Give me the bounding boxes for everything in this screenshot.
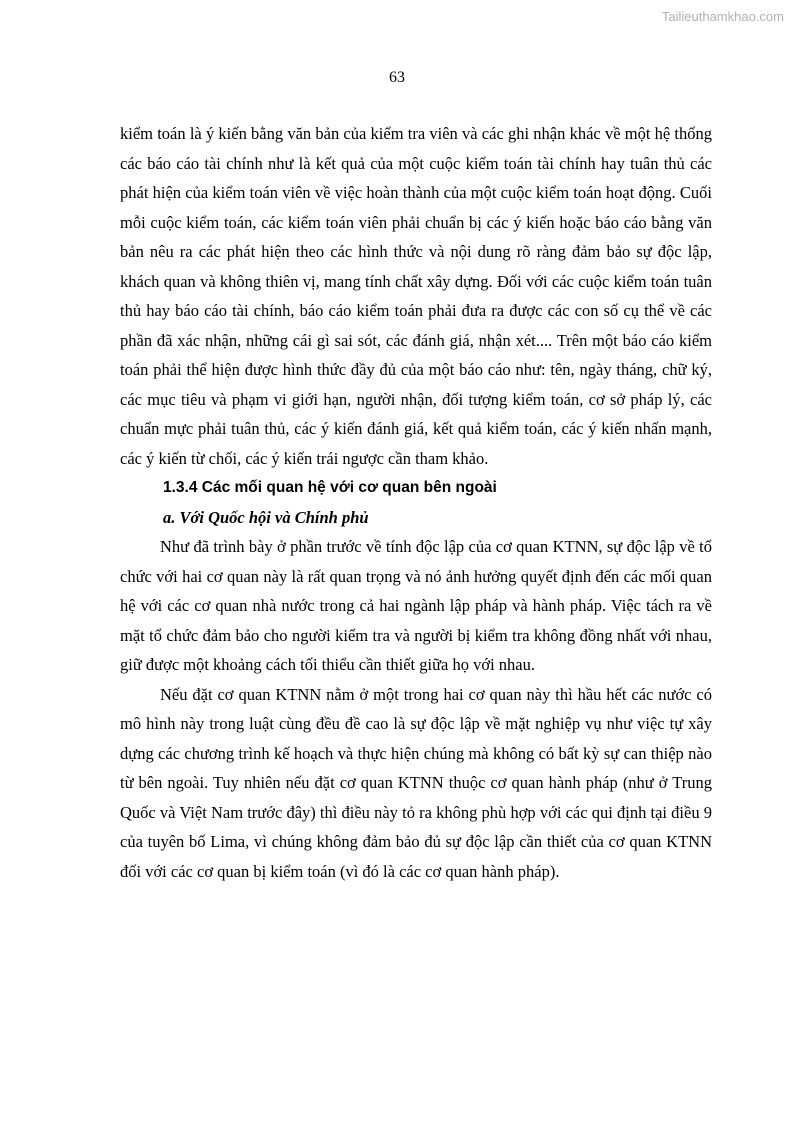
page-content — [120, 119, 712, 886]
subsection-heading-a: a. Với Quốc hội và Chính phủ — [163, 507, 369, 527]
page-number: 63 — [389, 69, 405, 86]
body-paragraph-continuation: kiểm toán là ý kiến bằng văn bản của kiểm tra viên và các ghi nhận khác về một hệ thống các báo cáo tài chính như là kết quả của một cuộc kiểm toán tài chính hay tuân thủ các phát hiện của kiểm toán viên về việc hoàn thành của một cuộc kiểm toán hoạt động. Cuối mỗi cuộc kiểm toán, các kiểm toán viên phải chuẩn bị các ý kiến hoặc báo cáo bằng văn bản nêu ra các phát hiện theo các hình thức và nội dung rõ ràng đảm bảo sự độc lập, khách quan và không thiên vị, mang tính chất xây dựng. Đối với các cuộc kiểm toán tuân thủ hay báo cáo tài chính, báo cáo kiểm toán phải đưa ra được các con số cụ thể về các phần đã xác nhận, những cái gì sai sót, các đánh giá, nhận xét.... Trên một báo cáo kiểm toán phải thể hiện được hình thức đầy đủ của một báo cáo như: tên, ngày tháng, chữ ký, các mục tiêu và phạm vi giới hạn, người nhận, đối tượng kiểm toán, cơ sở pháp lý, các chuẩn mực phải tuân thủ, các ý kiến đánh giá, kết quả kiểm toán, các ý kiến nhấn mạnh, các ý kiến từ chối, các ý kiến trái ngược cần tham khảo. — [120, 124, 712, 468]
watermark: Tailieuthamkhao.com — [661, 9, 784, 24]
body-paragraph: Như đã trình bày ở phần trước về tính độc lập của cơ quan KTNN, sự độc lập về tổ chức với hai cơ quan này là rất quan trọng và nó ảnh hưởng quyết định đến các mối quan hệ với các cơ quan nhà nước trong cả hai ngành lập pháp và hành pháp. Việc tách ra về mặt tổ chức đảm bảo cho người kiểm tra và người bị kiểm tra không đồng nhất với nhau, giữ được một khoảng cách tối thiểu cần thiết giữa họ với nhau. — [120, 537, 712, 674]
section-heading-1-3-4: 1.3.4 Các mối quan hệ với cơ quan bên ngoài — [163, 479, 497, 496]
body-paragraph: Nếu đặt cơ quan KTNN nằm ở một trong hai cơ quan này thì hầu hết các nước có mô hình này trong luật cùng đều đề cao là sự độc lập về mặt nghiệp vụ như việc tự xây dựng các chương trình kế hoạch và thực hiện chúng mà không có bất kỳ sự can thiệp nào từ bên ngoài. Tuy nhiên nếu đặt cơ quan KTNN thuộc cơ quan hành pháp (như ở Trung Quốc và Việt Nam trước đây) thì điều này tỏ ra không phù hợp với các qui định tại điều 9 của tuyên bố Lima, vì chúng không đảm bảo đủ sự độc lập cần thiết của cơ quan KTNN đối với các cơ quan bị kiểm toán (vì đó là các cơ quan hành pháp). — [120, 684, 712, 881]
